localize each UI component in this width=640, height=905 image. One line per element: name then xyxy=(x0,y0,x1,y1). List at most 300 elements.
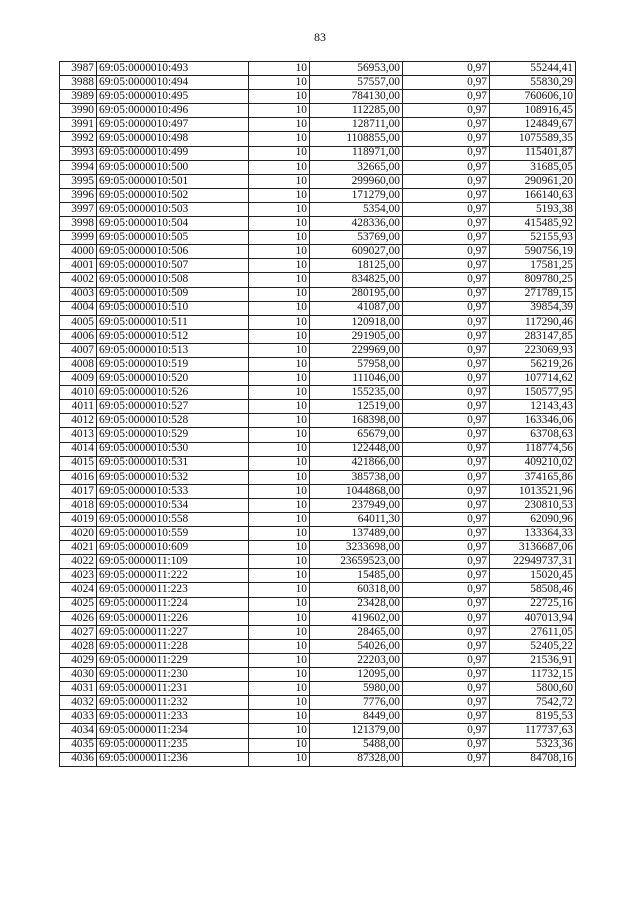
coefficient-cell: 0,97 xyxy=(403,738,490,752)
value-cell: 428336,00 xyxy=(310,217,403,231)
row-number-cell: 4027 xyxy=(60,625,97,639)
rate-cell: 10 xyxy=(249,513,310,527)
coefficient-cell: 0,97 xyxy=(403,569,490,583)
rate-cell: 10 xyxy=(249,301,310,315)
coefficient-cell: 0,97 xyxy=(403,724,490,738)
cadastral-number-cell: 69:05:0000010:511 xyxy=(97,315,249,329)
rate-cell: 10 xyxy=(249,90,310,104)
coefficient-cell: 0,97 xyxy=(403,625,490,639)
row-number-cell: 3992 xyxy=(60,132,97,146)
rate-cell: 10 xyxy=(249,752,310,766)
table-row xyxy=(60,724,576,738)
value-cell: 18125,00 xyxy=(310,259,403,273)
coefficient-cell: 0,97 xyxy=(403,498,490,512)
coefficient-cell: 0,97 xyxy=(403,174,490,188)
rate-cell: 10 xyxy=(249,696,310,710)
row-number-cell: 3989 xyxy=(60,90,97,104)
result-cell: 271789,15 xyxy=(490,287,576,301)
result-cell: 12143,43 xyxy=(490,400,576,414)
row-number-cell: 4014 xyxy=(60,442,97,456)
row-number-cell: 4034 xyxy=(60,724,97,738)
value-cell: 3233698,00 xyxy=(310,541,403,555)
value-cell: 23428,00 xyxy=(310,597,403,611)
row-number-cell: 4031 xyxy=(60,682,97,696)
row-number-cell: 4026 xyxy=(60,611,97,625)
value-cell: 53769,00 xyxy=(310,231,403,245)
rate-cell: 10 xyxy=(249,710,310,724)
cadastral-number-cell: 69:05:0000011:227 xyxy=(97,625,249,639)
coefficient-cell: 0,97 xyxy=(403,442,490,456)
cadastral-number-cell: 69:05:0000010:500 xyxy=(97,160,249,174)
row-number-cell: 4010 xyxy=(60,386,97,400)
coefficient-cell: 0,97 xyxy=(403,259,490,273)
rate-cell: 10 xyxy=(249,132,310,146)
cadastral-number-cell: 69:05:0000011:234 xyxy=(97,724,249,738)
row-number-cell: 4022 xyxy=(60,555,97,569)
rate-cell: 10 xyxy=(249,653,310,667)
cadastral-number-cell: 69:05:0000011:226 xyxy=(97,611,249,625)
rate-cell: 10 xyxy=(249,414,310,428)
table-row xyxy=(60,160,576,174)
result-cell: 124849,67 xyxy=(490,118,576,132)
table-row xyxy=(60,498,576,512)
rate-cell: 10 xyxy=(249,639,310,653)
value-cell: 229969,00 xyxy=(310,343,403,357)
cadastral-number-cell: 69:05:0000010:558 xyxy=(97,513,249,527)
coefficient-cell: 0,97 xyxy=(403,456,490,470)
coefficient-cell: 0,97 xyxy=(403,76,490,90)
result-cell: 15020,45 xyxy=(490,569,576,583)
coefficient-cell: 0,97 xyxy=(403,527,490,541)
rate-cell: 10 xyxy=(249,555,310,569)
rate-cell: 10 xyxy=(249,484,310,498)
rate-cell: 10 xyxy=(249,611,310,625)
result-cell: 117290,46 xyxy=(490,315,576,329)
row-number-cell: 3994 xyxy=(60,160,97,174)
table-row xyxy=(60,484,576,498)
coefficient-cell: 0,97 xyxy=(403,245,490,259)
value-cell: 122448,00 xyxy=(310,442,403,456)
cadastral-number-cell: 69:05:0000010:513 xyxy=(97,343,249,357)
cadastral-number-cell: 69:05:0000010:508 xyxy=(97,273,249,287)
result-cell: 1075589,35 xyxy=(490,132,576,146)
row-number-cell: 4030 xyxy=(60,668,97,682)
row-number-cell: 3997 xyxy=(60,202,97,216)
rate-cell: 10 xyxy=(249,386,310,400)
cadastral-number-cell: 69:05:0000010:497 xyxy=(97,118,249,132)
rate-cell: 10 xyxy=(249,259,310,273)
result-cell: 5800,60 xyxy=(490,682,576,696)
row-number-cell: 4004 xyxy=(60,301,97,315)
cadastral-number-cell: 69:05:0000010:533 xyxy=(97,484,249,498)
cadastral-number-cell: 69:05:0000010:507 xyxy=(97,259,249,273)
row-number-cell: 4023 xyxy=(60,569,97,583)
cadastral-number-cell: 69:05:0000011:236 xyxy=(97,752,249,766)
cadastral-number-cell: 69:05:0000010:504 xyxy=(97,217,249,231)
value-cell: 7776,00 xyxy=(310,696,403,710)
coefficient-cell: 0,97 xyxy=(403,597,490,611)
row-number-cell: 4006 xyxy=(60,329,97,343)
coefficient-cell: 0,97 xyxy=(403,583,490,597)
cadastral-number-cell: 69:05:0000010:519 xyxy=(97,357,249,371)
table-row xyxy=(60,372,576,386)
row-number-cell: 4007 xyxy=(60,343,97,357)
row-number-cell: 3991 xyxy=(60,118,97,132)
row-number-cell: 4013 xyxy=(60,428,97,442)
table-row xyxy=(60,90,576,104)
rate-cell: 10 xyxy=(249,202,310,216)
rate-cell: 10 xyxy=(249,738,310,752)
row-number-cell: 4024 xyxy=(60,583,97,597)
value-cell: 609027,00 xyxy=(310,245,403,259)
cadastral-number-cell: 69:05:0000010:501 xyxy=(97,174,249,188)
rate-cell: 10 xyxy=(249,442,310,456)
table-row xyxy=(60,202,576,216)
coefficient-cell: 0,97 xyxy=(403,343,490,357)
result-cell: 283147,85 xyxy=(490,329,576,343)
rate-cell: 10 xyxy=(249,146,310,160)
result-cell: 290961,20 xyxy=(490,174,576,188)
cadastral-number-cell: 69:05:0000010:530 xyxy=(97,442,249,456)
result-cell: 1013521,96 xyxy=(490,484,576,498)
table-row xyxy=(60,597,576,611)
result-cell: 55244,41 xyxy=(490,62,576,76)
row-number-cell: 4032 xyxy=(60,696,97,710)
rate-cell: 10 xyxy=(249,217,310,231)
row-number-cell: 3993 xyxy=(60,146,97,160)
coefficient-cell: 0,97 xyxy=(403,146,490,160)
table-row xyxy=(60,174,576,188)
value-cell: 419602,00 xyxy=(310,611,403,625)
rate-cell: 10 xyxy=(249,569,310,583)
result-cell: 39854,39 xyxy=(490,301,576,315)
coefficient-cell: 0,97 xyxy=(403,160,490,174)
value-cell: 60318,00 xyxy=(310,583,403,597)
coefficient-cell: 0,97 xyxy=(403,639,490,653)
rate-cell: 10 xyxy=(249,724,310,738)
cadastral-number-cell: 69:05:0000010:503 xyxy=(97,202,249,216)
coefficient-cell: 0,97 xyxy=(403,541,490,555)
table-row xyxy=(60,611,576,625)
row-number-cell: 4001 xyxy=(60,259,97,273)
coefficient-cell: 0,97 xyxy=(403,188,490,202)
value-cell: 1108855,00 xyxy=(310,132,403,146)
table-row xyxy=(60,231,576,245)
cadastral-number-cell: 69:05:0000011:224 xyxy=(97,597,249,611)
value-cell: 834825,00 xyxy=(310,273,403,287)
rate-cell: 10 xyxy=(249,583,310,597)
table-row xyxy=(60,527,576,541)
value-cell: 171279,00 xyxy=(310,188,403,202)
coefficient-cell: 0,97 xyxy=(403,273,490,287)
value-cell: 65679,00 xyxy=(310,428,403,442)
coefficient-cell: 0,97 xyxy=(403,668,490,682)
value-cell: 237949,00 xyxy=(310,498,403,512)
rate-cell: 10 xyxy=(249,273,310,287)
coefficient-cell: 0,97 xyxy=(403,682,490,696)
rate-cell: 10 xyxy=(249,188,310,202)
row-number-cell: 3996 xyxy=(60,188,97,202)
cadastral-number-cell: 69:05:0000010:526 xyxy=(97,386,249,400)
cadastral-number-cell: 69:05:0000011:109 xyxy=(97,555,249,569)
row-number-cell: 4002 xyxy=(60,273,97,287)
value-cell: 64011,30 xyxy=(310,513,403,527)
table-row xyxy=(60,653,576,667)
coefficient-cell: 0,97 xyxy=(403,484,490,498)
table-row xyxy=(60,118,576,132)
rate-cell: 10 xyxy=(249,682,310,696)
coefficient-cell: 0,97 xyxy=(403,752,490,766)
coefficient-cell: 0,97 xyxy=(403,287,490,301)
cadastral-number-cell: 69:05:0000011:231 xyxy=(97,682,249,696)
table-row xyxy=(60,76,576,90)
cadastral-number-cell: 69:05:0000010:532 xyxy=(97,470,249,484)
cadastral-number-cell: 69:05:0000010:493 xyxy=(97,62,249,76)
table-row xyxy=(60,400,576,414)
row-number-cell: 4019 xyxy=(60,513,97,527)
table-row xyxy=(60,625,576,639)
cadastral-number-cell: 69:05:0000010:499 xyxy=(97,146,249,160)
table-row xyxy=(60,357,576,371)
cadastral-number-cell: 69:05:0000010:496 xyxy=(97,104,249,118)
table-row xyxy=(60,710,576,724)
value-cell: 291905,00 xyxy=(310,329,403,343)
cadastral-number-cell: 69:05:0000011:230 xyxy=(97,668,249,682)
coefficient-cell: 0,97 xyxy=(403,217,490,231)
row-number-cell: 4016 xyxy=(60,470,97,484)
rate-cell: 10 xyxy=(249,400,310,414)
result-cell: 5193,38 xyxy=(490,202,576,216)
row-number-cell: 4025 xyxy=(60,597,97,611)
value-cell: 111046,00 xyxy=(310,372,403,386)
value-cell: 121379,00 xyxy=(310,724,403,738)
value-cell: 385738,00 xyxy=(310,470,403,484)
result-cell: 27611,05 xyxy=(490,625,576,639)
result-cell: 52405,22 xyxy=(490,639,576,653)
row-number-cell: 4008 xyxy=(60,357,97,371)
cadastral-number-cell: 69:05:0000011:229 xyxy=(97,653,249,667)
coefficient-cell: 0,97 xyxy=(403,428,490,442)
table-row xyxy=(60,541,576,555)
value-cell: 22203,00 xyxy=(310,653,403,667)
value-cell: 54026,00 xyxy=(310,639,403,653)
table-row xyxy=(60,217,576,231)
rate-cell: 10 xyxy=(249,174,310,188)
cadastral-number-cell: 69:05:0000010:495 xyxy=(97,90,249,104)
value-cell: 118971,00 xyxy=(310,146,403,160)
coefficient-cell: 0,97 xyxy=(403,555,490,569)
table-row xyxy=(60,470,576,484)
result-cell: 55830,29 xyxy=(490,76,576,90)
value-cell: 784130,00 xyxy=(310,90,403,104)
result-cell: 7542,72 xyxy=(490,696,576,710)
result-cell: 21536,91 xyxy=(490,653,576,667)
row-number-cell: 3987 xyxy=(60,62,97,76)
value-cell: 5354,00 xyxy=(310,202,403,216)
value-cell: 57557,00 xyxy=(310,76,403,90)
table-row xyxy=(60,62,576,76)
rate-cell: 10 xyxy=(249,245,310,259)
table-row xyxy=(60,329,576,343)
value-cell: 128711,00 xyxy=(310,118,403,132)
result-cell: 52155,93 xyxy=(490,231,576,245)
result-cell: 223069,93 xyxy=(490,343,576,357)
rate-cell: 10 xyxy=(249,668,310,682)
value-cell: 12519,00 xyxy=(310,400,403,414)
row-number-cell: 3999 xyxy=(60,231,97,245)
table-row xyxy=(60,386,576,400)
table-row xyxy=(60,259,576,273)
cadastral-number-cell: 69:05:0000010:529 xyxy=(97,428,249,442)
result-cell: 107714,62 xyxy=(490,372,576,386)
value-cell: 8449,00 xyxy=(310,710,403,724)
rate-cell: 10 xyxy=(249,231,310,245)
result-cell: 8195,53 xyxy=(490,710,576,724)
table-row xyxy=(60,639,576,653)
coefficient-cell: 0,97 xyxy=(403,132,490,146)
cadastral-number-cell: 69:05:0000011:235 xyxy=(97,738,249,752)
value-cell: 137489,00 xyxy=(310,527,403,541)
coefficient-cell: 0,97 xyxy=(403,62,490,76)
cadastral-number-cell: 69:05:0000010:506 xyxy=(97,245,249,259)
row-number-cell: 4029 xyxy=(60,653,97,667)
table-row xyxy=(60,414,576,428)
result-cell: 62090,96 xyxy=(490,513,576,527)
row-number-cell: 3995 xyxy=(60,174,97,188)
rate-cell: 10 xyxy=(249,343,310,357)
rate-cell: 10 xyxy=(249,287,310,301)
coefficient-cell: 0,97 xyxy=(403,653,490,667)
value-cell: 120918,00 xyxy=(310,315,403,329)
cadastral-number-cell: 69:05:0000010:528 xyxy=(97,414,249,428)
result-cell: 17581,25 xyxy=(490,259,576,273)
value-cell: 280195,00 xyxy=(310,287,403,301)
table-row xyxy=(60,442,576,456)
cadastral-number-cell: 69:05:0000010:531 xyxy=(97,456,249,470)
table-row xyxy=(60,301,576,315)
table-body xyxy=(60,62,576,767)
rate-cell: 10 xyxy=(249,329,310,343)
coefficient-cell: 0,97 xyxy=(403,231,490,245)
table-row xyxy=(60,555,576,569)
row-number-cell: 4005 xyxy=(60,315,97,329)
row-number-cell: 4035 xyxy=(60,738,97,752)
row-number-cell: 4033 xyxy=(60,710,97,724)
rate-cell: 10 xyxy=(249,541,310,555)
value-cell: 168398,00 xyxy=(310,414,403,428)
table-row xyxy=(60,188,576,202)
cadastral-number-cell: 69:05:0000010:509 xyxy=(97,287,249,301)
coefficient-cell: 0,97 xyxy=(403,357,490,371)
row-number-cell: 4015 xyxy=(60,456,97,470)
coefficient-cell: 0,97 xyxy=(403,90,490,104)
cadastral-number-cell: 69:05:0000010:609 xyxy=(97,541,249,555)
coefficient-cell: 0,97 xyxy=(403,470,490,484)
result-cell: 407013,94 xyxy=(490,611,576,625)
result-cell: 166140,63 xyxy=(490,188,576,202)
table-row xyxy=(60,146,576,160)
rate-cell: 10 xyxy=(249,456,310,470)
result-cell: 56219,26 xyxy=(490,357,576,371)
table-row xyxy=(60,104,576,118)
value-cell: 112285,00 xyxy=(310,104,403,118)
row-number-cell: 3988 xyxy=(60,76,97,90)
cadastral-number-cell: 69:05:0000011:222 xyxy=(97,569,249,583)
result-cell: 230810,53 xyxy=(490,498,576,512)
value-cell: 155235,00 xyxy=(310,386,403,400)
coefficient-cell: 0,97 xyxy=(403,329,490,343)
value-cell: 421866,00 xyxy=(310,456,403,470)
result-cell: 409210,02 xyxy=(490,456,576,470)
value-cell: 15485,00 xyxy=(310,569,403,583)
cadastral-number-cell: 69:05:0000010:494 xyxy=(97,76,249,90)
rate-cell: 10 xyxy=(249,470,310,484)
rate-cell: 10 xyxy=(249,372,310,386)
table-row xyxy=(60,315,576,329)
row-number-cell: 4018 xyxy=(60,498,97,512)
rate-cell: 10 xyxy=(249,76,310,90)
rate-cell: 10 xyxy=(249,62,310,76)
rate-cell: 10 xyxy=(249,118,310,132)
rate-cell: 10 xyxy=(249,527,310,541)
table-row xyxy=(60,245,576,259)
coefficient-cell: 0,97 xyxy=(403,414,490,428)
value-cell: 28465,00 xyxy=(310,625,403,639)
rate-cell: 10 xyxy=(249,597,310,611)
value-cell: 23659523,00 xyxy=(310,555,403,569)
table-row xyxy=(60,668,576,682)
coefficient-cell: 0,97 xyxy=(403,372,490,386)
coefficient-cell: 0,97 xyxy=(403,696,490,710)
coefficient-cell: 0,97 xyxy=(403,513,490,527)
cadastral-number-cell: 69:05:0000011:228 xyxy=(97,639,249,653)
rate-cell: 10 xyxy=(249,315,310,329)
result-cell: 163346,06 xyxy=(490,414,576,428)
rate-cell: 10 xyxy=(249,428,310,442)
result-cell: 590756,19 xyxy=(490,245,576,259)
cadastral-number-cell: 69:05:0000010:510 xyxy=(97,301,249,315)
value-cell: 1044868,00 xyxy=(310,484,403,498)
value-cell: 32665,00 xyxy=(310,160,403,174)
coefficient-cell: 0,97 xyxy=(403,118,490,132)
result-cell: 22949737,31 xyxy=(490,555,576,569)
row-number-cell: 3998 xyxy=(60,217,97,231)
table-row xyxy=(60,738,576,752)
row-number-cell: 4011 xyxy=(60,400,97,414)
result-cell: 58508,46 xyxy=(490,583,576,597)
table-row xyxy=(60,752,576,766)
cadastral-number-cell: 69:05:0000010:559 xyxy=(97,527,249,541)
rate-cell: 10 xyxy=(249,357,310,371)
result-cell: 63708,63 xyxy=(490,428,576,442)
table-row xyxy=(60,583,576,597)
result-cell: 118774,56 xyxy=(490,442,576,456)
cadastral-number-cell: 69:05:0000010:520 xyxy=(97,372,249,386)
coefficient-cell: 0,97 xyxy=(403,315,490,329)
table-row xyxy=(60,513,576,527)
rate-cell: 10 xyxy=(249,498,310,512)
cadastral-number-cell: 69:05:0000010:498 xyxy=(97,132,249,146)
result-cell: 117737,63 xyxy=(490,724,576,738)
row-number-cell: 4021 xyxy=(60,541,97,555)
coefficient-cell: 0,97 xyxy=(403,386,490,400)
cadastral-number-cell: 69:05:0000010:512 xyxy=(97,329,249,343)
cadastral-number-cell: 69:05:0000010:505 xyxy=(97,231,249,245)
result-cell: 22725,16 xyxy=(490,597,576,611)
coefficient-cell: 0,97 xyxy=(403,301,490,315)
result-cell: 374165,86 xyxy=(490,470,576,484)
table-row xyxy=(60,343,576,357)
